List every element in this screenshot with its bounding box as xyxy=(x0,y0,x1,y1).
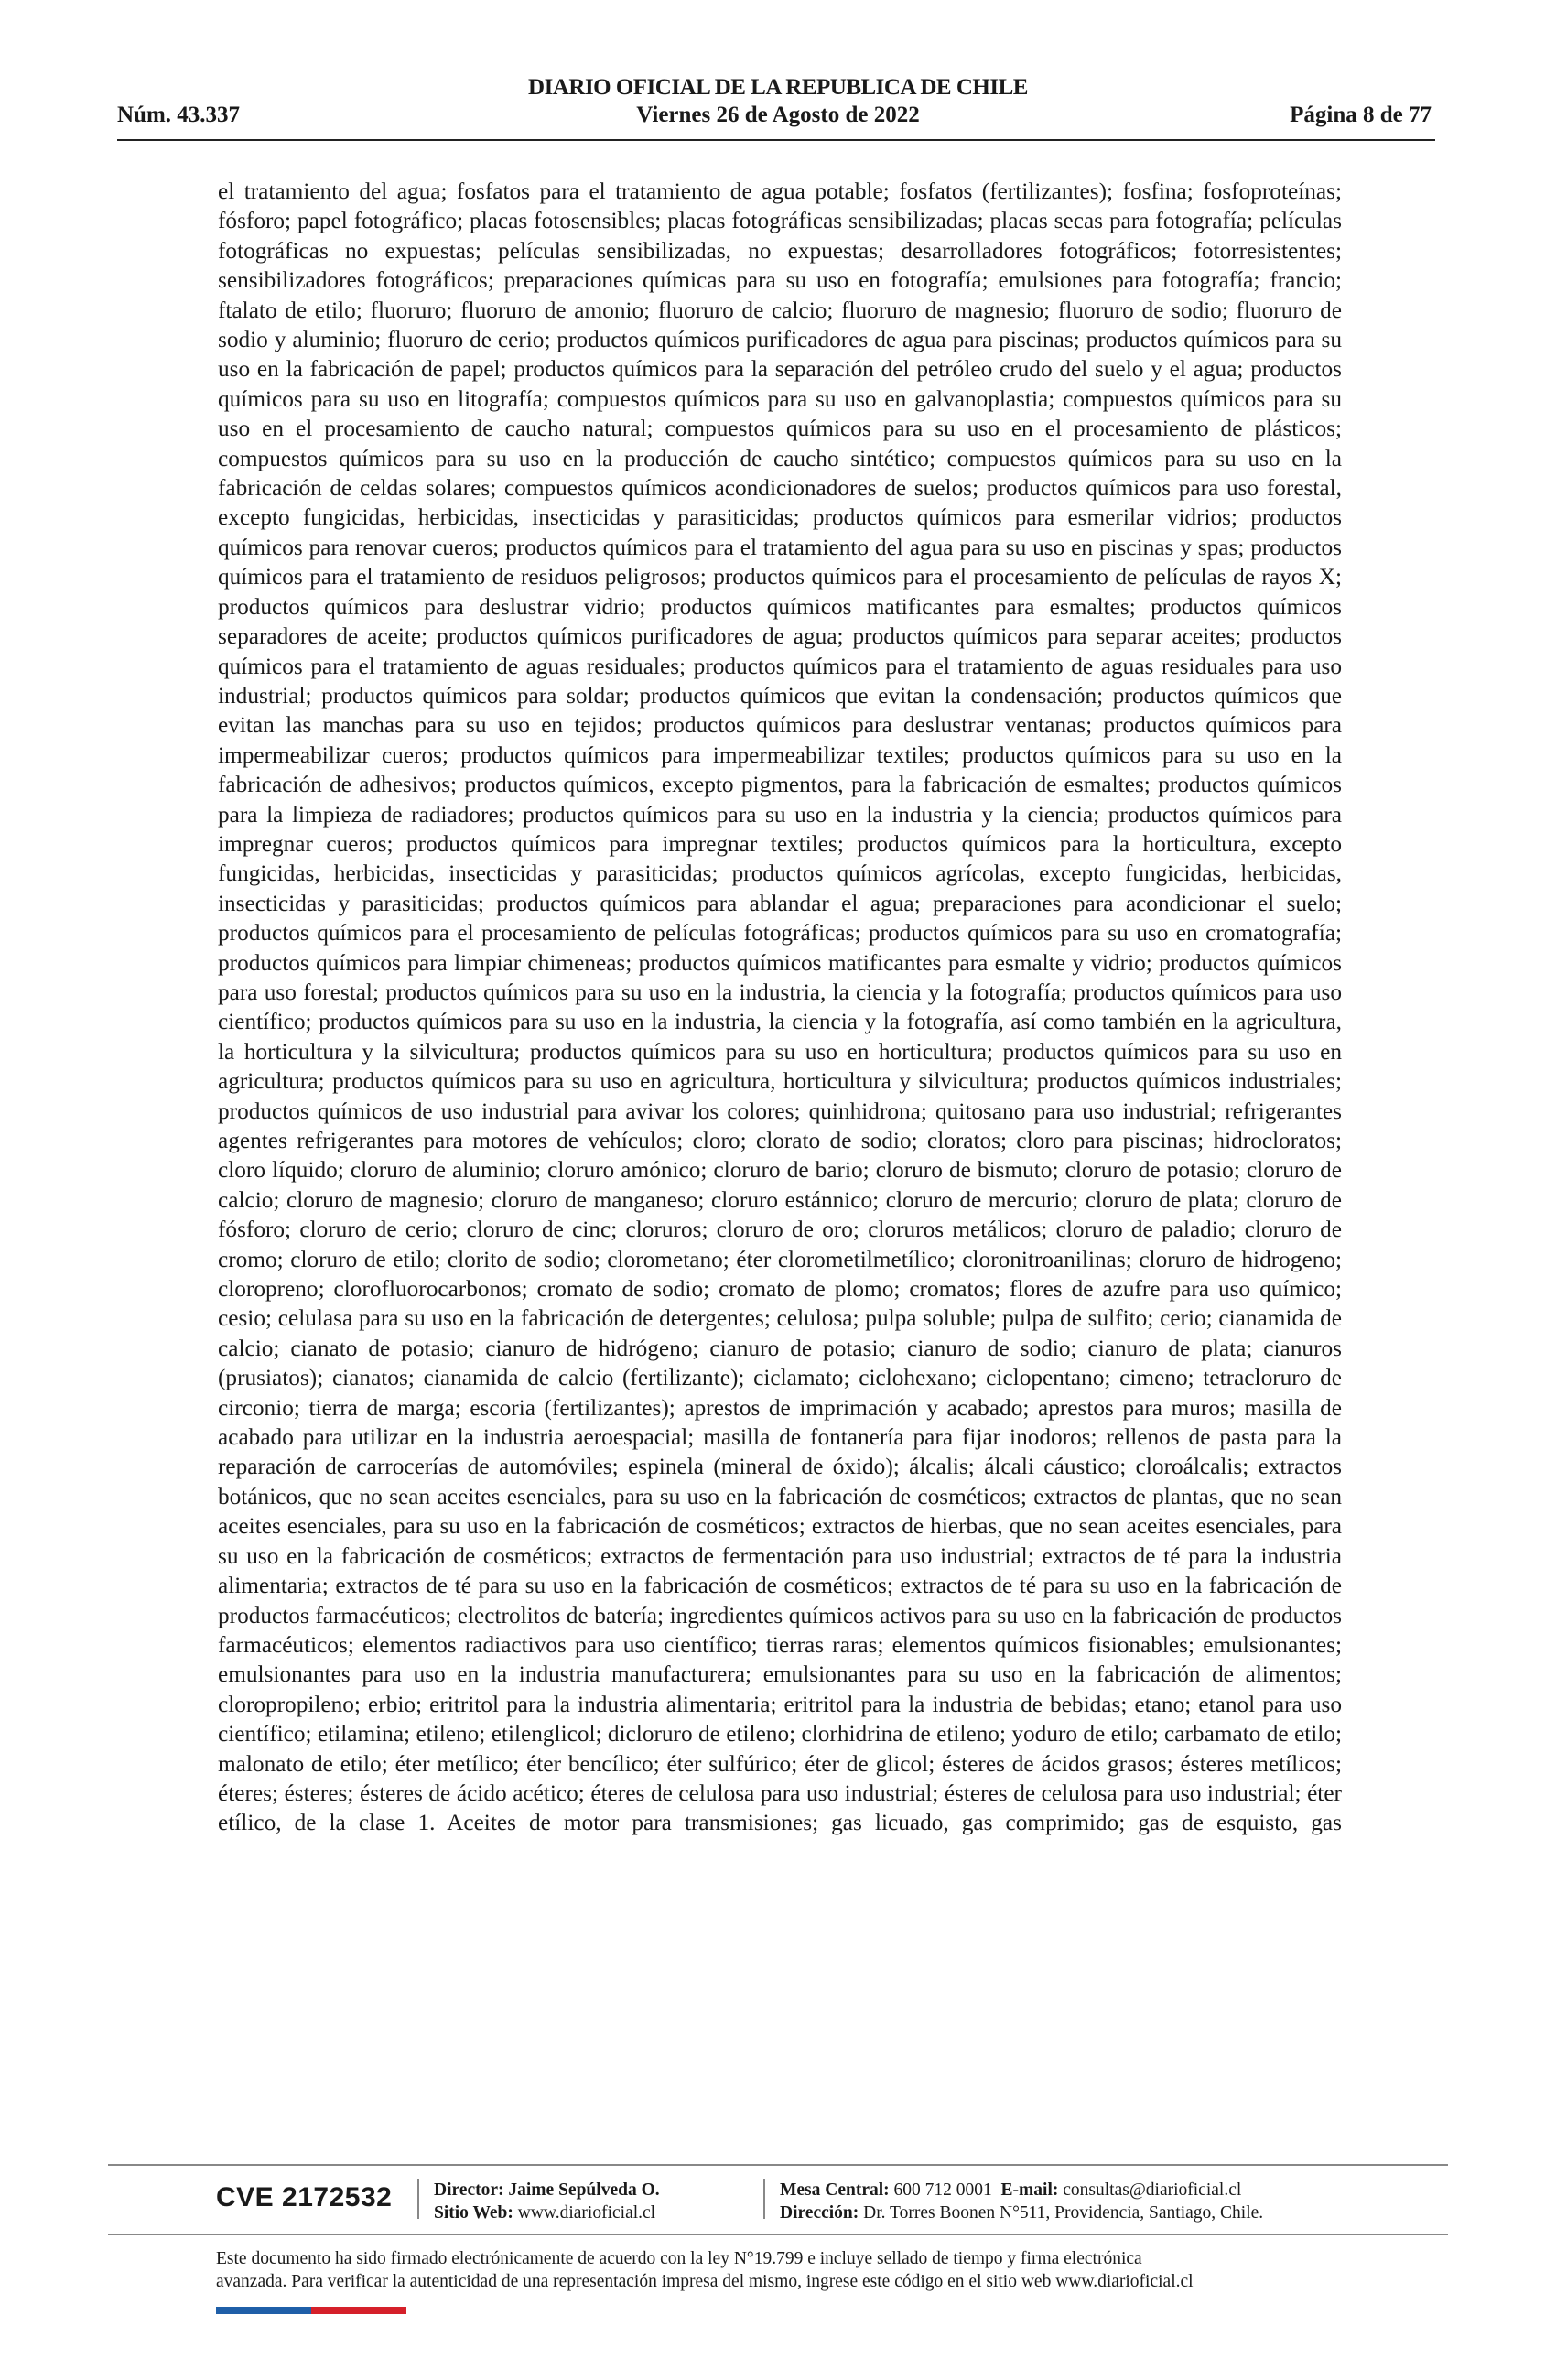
issue-number: Núm. 43.337 xyxy=(117,103,241,127)
footer-separator-1 xyxy=(417,2179,419,2219)
mesa-central-phone: 600 712 0001 xyxy=(893,2180,992,2200)
footer-contact xyxy=(780,2179,1263,2224)
legal-notice xyxy=(216,2247,1369,2293)
legal-line-2: avanzada. Para verificar la autenticidad de una representación impresa del mismo, ingrese este código en el sitio web www.diarioficial.cl xyxy=(216,2272,1194,2291)
flag-bar-red xyxy=(311,2307,406,2314)
footer-divider-top xyxy=(108,2164,1448,2166)
address-value: Dr. Torres Boonen N°511, Providencia, Santiago, Chile. xyxy=(863,2203,1264,2223)
page-header xyxy=(0,0,1556,146)
cve-code: CVE 2172532 xyxy=(216,2182,393,2212)
newspaper-title: DIARIO OFICIAL DE LA REPUBLICA DE CHILE xyxy=(528,75,1028,100)
email-label: E-mail: xyxy=(1000,2180,1059,2200)
flag-bar-blue xyxy=(216,2307,311,2314)
website-label: Sitio Web: xyxy=(434,2203,513,2223)
address-label: Dirección: xyxy=(780,2203,859,2223)
mesa-central-label: Mesa Central: xyxy=(780,2180,890,2200)
body-paragraph: el tratamiento del agua; fosfatos para el tratamiento de agua potable; fosfatos (fertilizantes); fosfina; fosfoproteínas; fósforo; papel fotográfico; placas fotosensibles; placas fotográficas sensibilizadas; placas secas para fotografía; películas fotográficas no expuestas; películas sensibilizadas, no expuestas; desarrolladores fotográficos; fotorresistentes; sensibilizadores fotográficos; preparaciones químicas para su uso en fotografía; emulsiones para fotografía; francio; ftalato de etilo; fluoruro; fluoruro de amonio; fluoruro de calcio; fluoruro de magnesio; fluoruro de sodio; fluoruro de sodio y aluminio; fluoruro de cerio; productos químicos purificadores de agua para piscinas; productos químicos para su uso en la fabricación de papel; productos químicos para la separación del petróleo crudo del suelo y el agua; productos químicos para su uso en litografía; compuestos químicos para su uso en galvanoplastia; compuestos químicos para su uso en el procesamiento de caucho natural; compuestos químicos para su uso en el procesamiento de plásticos; compuestos químicos para su uso en la producción de caucho sintético; compuestos químicos para su uso en la fabricación de celdas solares; compuestos químicos acondicionadores de suelos; productos químicos para uso forestal, excepto fungicidas, herbicidas, insecticidas y parasiticidas; productos químicos para esmerilar vidrios; productos químicos para renovar cueros; productos químicos para el tratamiento del agua para su uso en piscinas y spas; productos químicos para el tratamiento de residuos peligrosos; productos químicos para el procesamiento de películas de rayos X; productos químicos para deslustrar vidrio; productos químicos matificantes para esmaltes; productos químicos separadores de aceite; productos químicos purificadores de agua; productos químicos para separar aceites; productos químicos para el tratamiento de aguas residuales; productos químicos para el tratamiento de aguas residuales para uso industrial; productos químicos para soldar; productos químicos que evitan la condensación; productos químicos que evitan las manchas para su uso en tejidos; productos químicos para deslustrar ventanas; productos químicos para impermeabilizar cueros; productos químicos para impermeabilizar textiles; productos químicos para su uso en la fabricación de adhesivos; productos químicos, excepto pigmentos, para la fabricación de esmaltes; productos químicos para la limpieza de radiadores; productos químicos para su uso en la industria y la ciencia; productos químicos para impregnar cueros; productos químicos para impregnar textiles; productos químicos para la horticultura, excepto fungicidas, herbicidas, insecticidas y parasiticidas; productos químicos agrícolas, excepto fungicidas, herbicidas, insecticidas y parasiticidas; productos químicos para ablandar el agua; preparaciones para acondicionar el suelo; productos químicos para el procesamiento de películas fotográficas; productos químicos para su uso en cromatografía; productos químicos para limpiar chimeneas; productos químicos matificantes para esmalte y vidrio; productos químicos para uso forestal; productos químicos para su uso en la industria, la ciencia y la fotografía; productos químicos para uso científico; productos químicos para su uso en la industria, la ciencia y la fotografía, así como también en la agricultura, la horticultura y la silvicultura; productos químicos para su uso en horticultura; productos químicos para su uso en agricultura; productos químicos para su uso en agricultura, horticultura y silvicultura; productos químicos industriales; productos químicos de uso industrial para avivar los colores; quinhidrona; quitosano para uso industrial; refrigerantes agentes refrigerantes para motores de vehículos; cloro; clorato de sodio; cloratos; cloro para piscinas; hidrocloratos; cloro líquido; cloruro de aluminio; cloruro amónico; cloruro de bario; cloruro de bismuto; cloruro de potasio; cloruro de calcio; cloruro de magnesio; cloruro de manganeso; cloruro estánnico; cloruro de mercurio; cloruro de plata; cloruro de fósforo; cloruro de cerio; cloruro de cinc; cloruros; cloruro de oro; cloruros metálicos; cloruro de paladio; cloruro de cromo; cloruro de etilo; clorito de sodio; clorometano; éter clorometilmetílico; cloronitroanilinas; cloruro de hidrogeno; cloropreno; clorofluorocarbonos; cromato de sodio; cromato de plomo; cromatos; flores de azufre para uso químico; cesio; celulasa para su uso en la fabricación de detergentes; celulosa; pulpa soluble; pulpa de sulfito; cerio; cianamida de calcio; cianato de potasio; cianuro de hidrógeno; cianuro de potasio; cianuro de sodio; cianuro de plata; cianuros (prusiatos); cianatos; cianamida de calcio (fertilizante); ciclamato; ciclohexano; ciclopentano; cimeno; tetracloruro de circonio; tierra de marga; escoria (fertilizantes); aprestos de imprimación y acabado; aprestos para muros; masilla de acabado para utilizar en la industria aeroespacial; masilla de fontanería para fijar inodoros; rellenos de pasta para la reparación de carrocerías de automóviles; espinela (mineral de óxido); álcalis; álcali cáustico; cloroálcalis; extractos botánicos, que no sean aceites esenciales, para su uso en la fabricación de cosméticos; extractos de plantas, que no sean aceites esenciales, para su uso en la fabricación de cosméticos; extractos de hierbas, que no sean aceites esenciales, para su uso en la fabricación de cosméticos; extractos de fermentación para uso industrial; extractos de té para la industria alimentaria; extractos de té para su uso en la fabricación de cosméticos; extractos de té para su uso en la fabricación de productos farmacéuticos; electrolitos de batería; ingredientes químicos activos para su uso en la fabricación de productos farmacéuticos; elementos radiactivos para uso científico; tierras raras; elementos químicos fisionables; emulsionantes; emulsionantes para uso en la industria manufacturera; emulsionantes para su uso en la fabricación de alimentos; cloropropileno; erbio; eritritol para la industria alimentaria; eritritol para la industria de bebidas; etano; etanol para uso científico; etilamina; etileno; etilenglicol; dicloruro de etileno; clorhidrina de etileno; yoduro de etilo; carbamato de etilo; malonato de etilo; éter metílico; éter bencílico; éter sulfúrico; éter de glicol; ésteres de ácidos grasos; ésteres metílicos; éteres; ésteres; ésteres de ácido acético; éteres de celulosa para uso industrial; ésteres de celulosa para uso industrial; éter etílico, de la clase 1. Aceites de motor para transmisiones; gas licuado, gas comprimido; gas de esquisto, gas xyxy=(218,178,1342,1836)
email-link[interactable]: consultas@diarioficial.cl xyxy=(1063,2180,1242,2200)
legal-line-1: Este documento ha sido firmado electrónicamente de acuerdo con la ley N°19.799 e incluye sellado de tiempo y firma electrónica xyxy=(216,2249,1142,2268)
footer-separator-2 xyxy=(763,2179,765,2219)
page-number: Página 8 de 77 xyxy=(1290,103,1432,127)
website-link[interactable]: www.diarioficial.cl xyxy=(517,2203,656,2223)
footer-editorial xyxy=(434,2179,660,2224)
issue-date: Viernes 26 de Agosto de 2022 xyxy=(636,103,920,127)
footer-divider-bottom xyxy=(108,2234,1448,2235)
director-label: Director: xyxy=(434,2180,504,2200)
director-name: Jaime Sepúlveda O. xyxy=(508,2180,660,2200)
header-divider xyxy=(117,139,1435,141)
